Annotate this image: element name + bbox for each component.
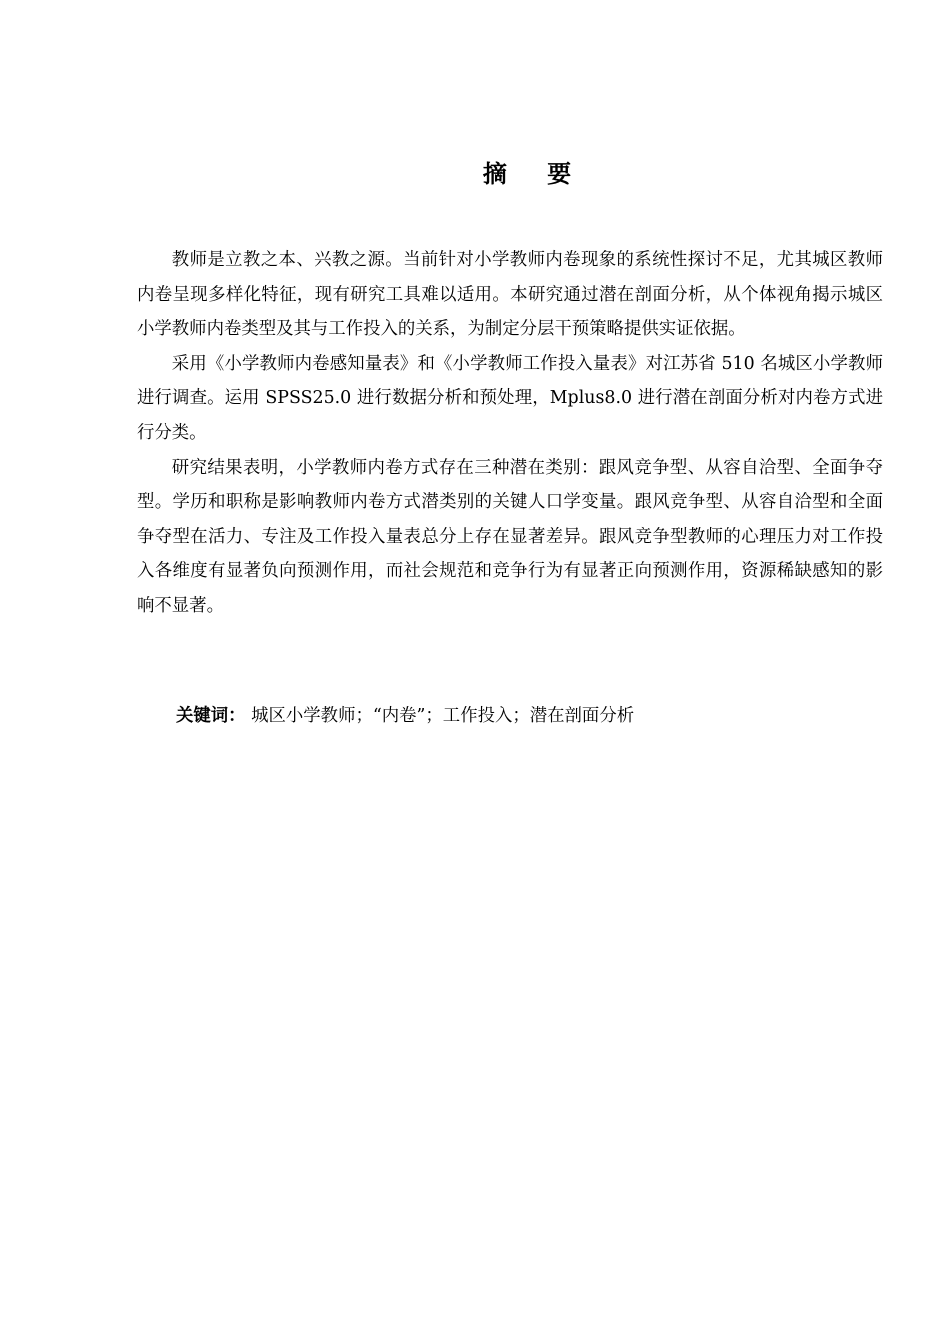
abstract-title: 摘 要	[482, 160, 588, 188]
abstract-paragraph-1: 教师是立教之本、兴教之源。当前针对小学教师内卷现象的系统性探讨不足，尤其城区教师内卷呈现多样化特征，现有研究工具难以适用。本研究通过潜在剖面分析，从个体视角揭示城区小学教师内卷类型及其与工作投入的关系，为制定分层干预策略提供实证依据。	[137, 250, 883, 340]
abstract-body	[137, 243, 883, 624]
abstract-paragraph-3: 研究结果表明，小学教师内卷方式存在三种潜在类别：跟风竞争型、从容自洽型、全面争夺型。学历和职称是影响教师内卷方式潜类别的关键人口学变量。跟风竞争型、从容自洽型和全面争夺型在活力、专注及工作投入量表总分上存在显著差异。跟风竞争型教师的心理压力对工作投入各维度有显著负向预测作用，而社会规范和竞争行为有显著正向预测作用，资源稀缺感知的影响不显著。	[137, 457, 883, 616]
abstract-paragraph-2: 采用《小学教师内卷感知量表》和《小学教师工作投入量表》对江苏省 510 名城区小学教师进行调查。运用 SPSS25.0 进行数据分析和预处理，Mplus8.0 进行潜在剖面分析对内卷方式进行分类。	[137, 353, 883, 443]
keywords-line	[176, 702, 876, 730]
keywords-text: 城区小学教师；“内卷”；工作投入；潜在剖面分析	[251, 706, 635, 726]
keywords-label: 关键词：	[176, 706, 246, 726]
